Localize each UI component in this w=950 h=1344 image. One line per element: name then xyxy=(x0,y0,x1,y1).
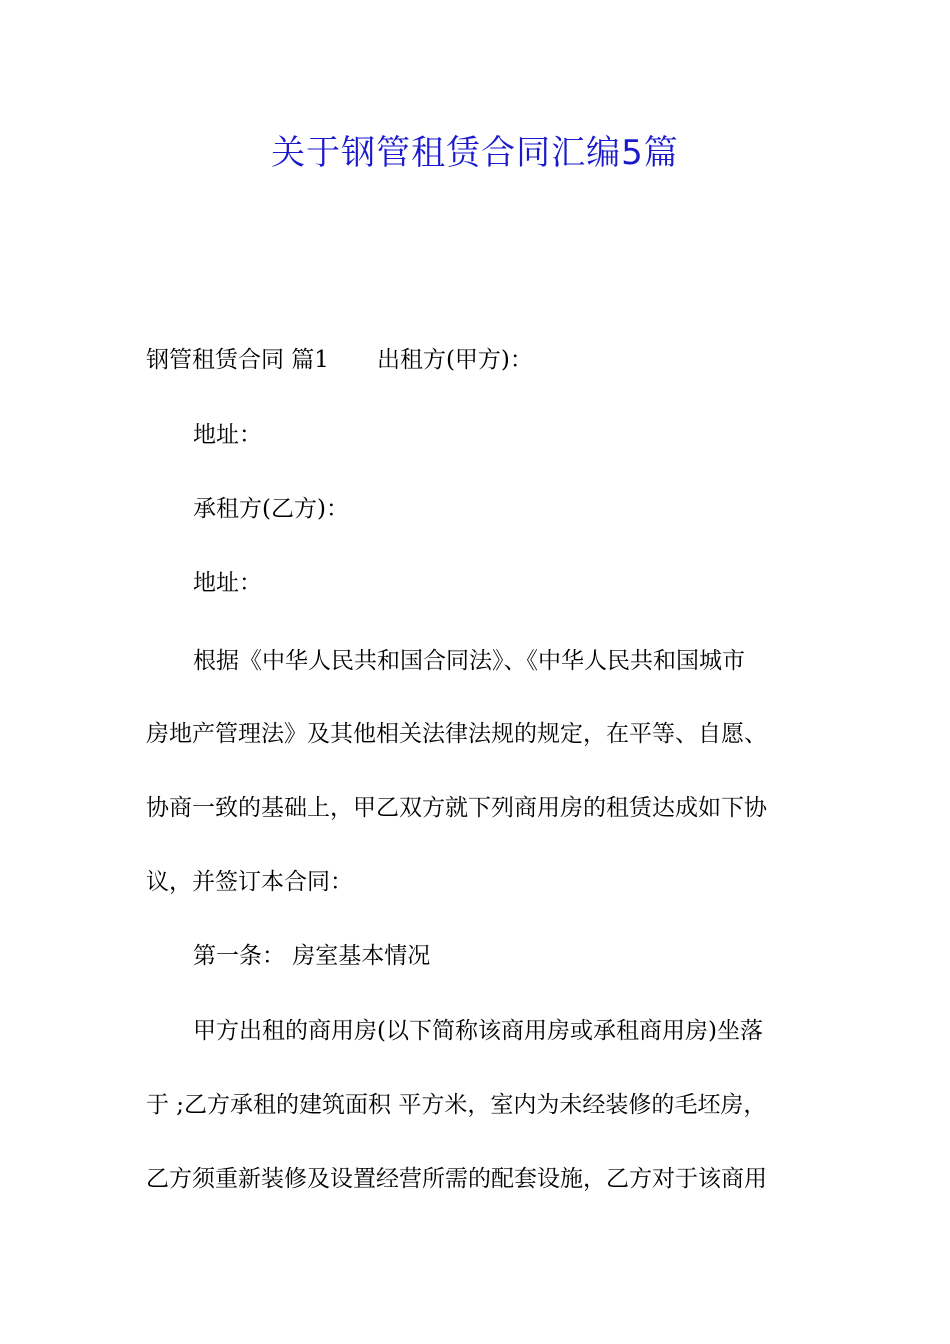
paragraph-line: 议，并签订本合同： xyxy=(146,869,353,895)
document-title: 关于钢管租赁合同汇编5篇 xyxy=(271,133,679,173)
section-heading-line xyxy=(146,345,533,375)
lessor-label: 出租方(甲方)： xyxy=(376,347,533,373)
lessee-address-line: 地址： xyxy=(193,570,262,596)
paragraph-line: 房地产管理法》及其他相关法律法规的规定，在平等、自愿、 xyxy=(146,721,767,747)
paragraph-line: 甲方出租的商用房(以下简称该商用房或承租商用房)坐落 xyxy=(193,1018,763,1044)
paragraph-line: 乙方须重新装修及设置经营所需的配套设施，乙方对于该商用 xyxy=(146,1166,767,1192)
article-heading: 第一条： 房室基本情况 xyxy=(193,943,431,969)
section-heading: 钢管租赁合同 篇1 xyxy=(146,347,329,373)
lessor-address-line: 地址： xyxy=(193,422,262,448)
paragraph-line: 根据《中华人民共和国合同法》、《中华人民共和国城市 xyxy=(193,648,745,674)
paragraph-line: 协商一致的基础上，甲乙双方就下列商用房的租赁达成如下协 xyxy=(146,795,767,821)
lessee-line: 承租方(乙方)： xyxy=(193,496,349,522)
paragraph-line: 于 ;乙方承租的建筑面积 平方米，室内为未经装修的毛坯房， xyxy=(146,1092,767,1118)
